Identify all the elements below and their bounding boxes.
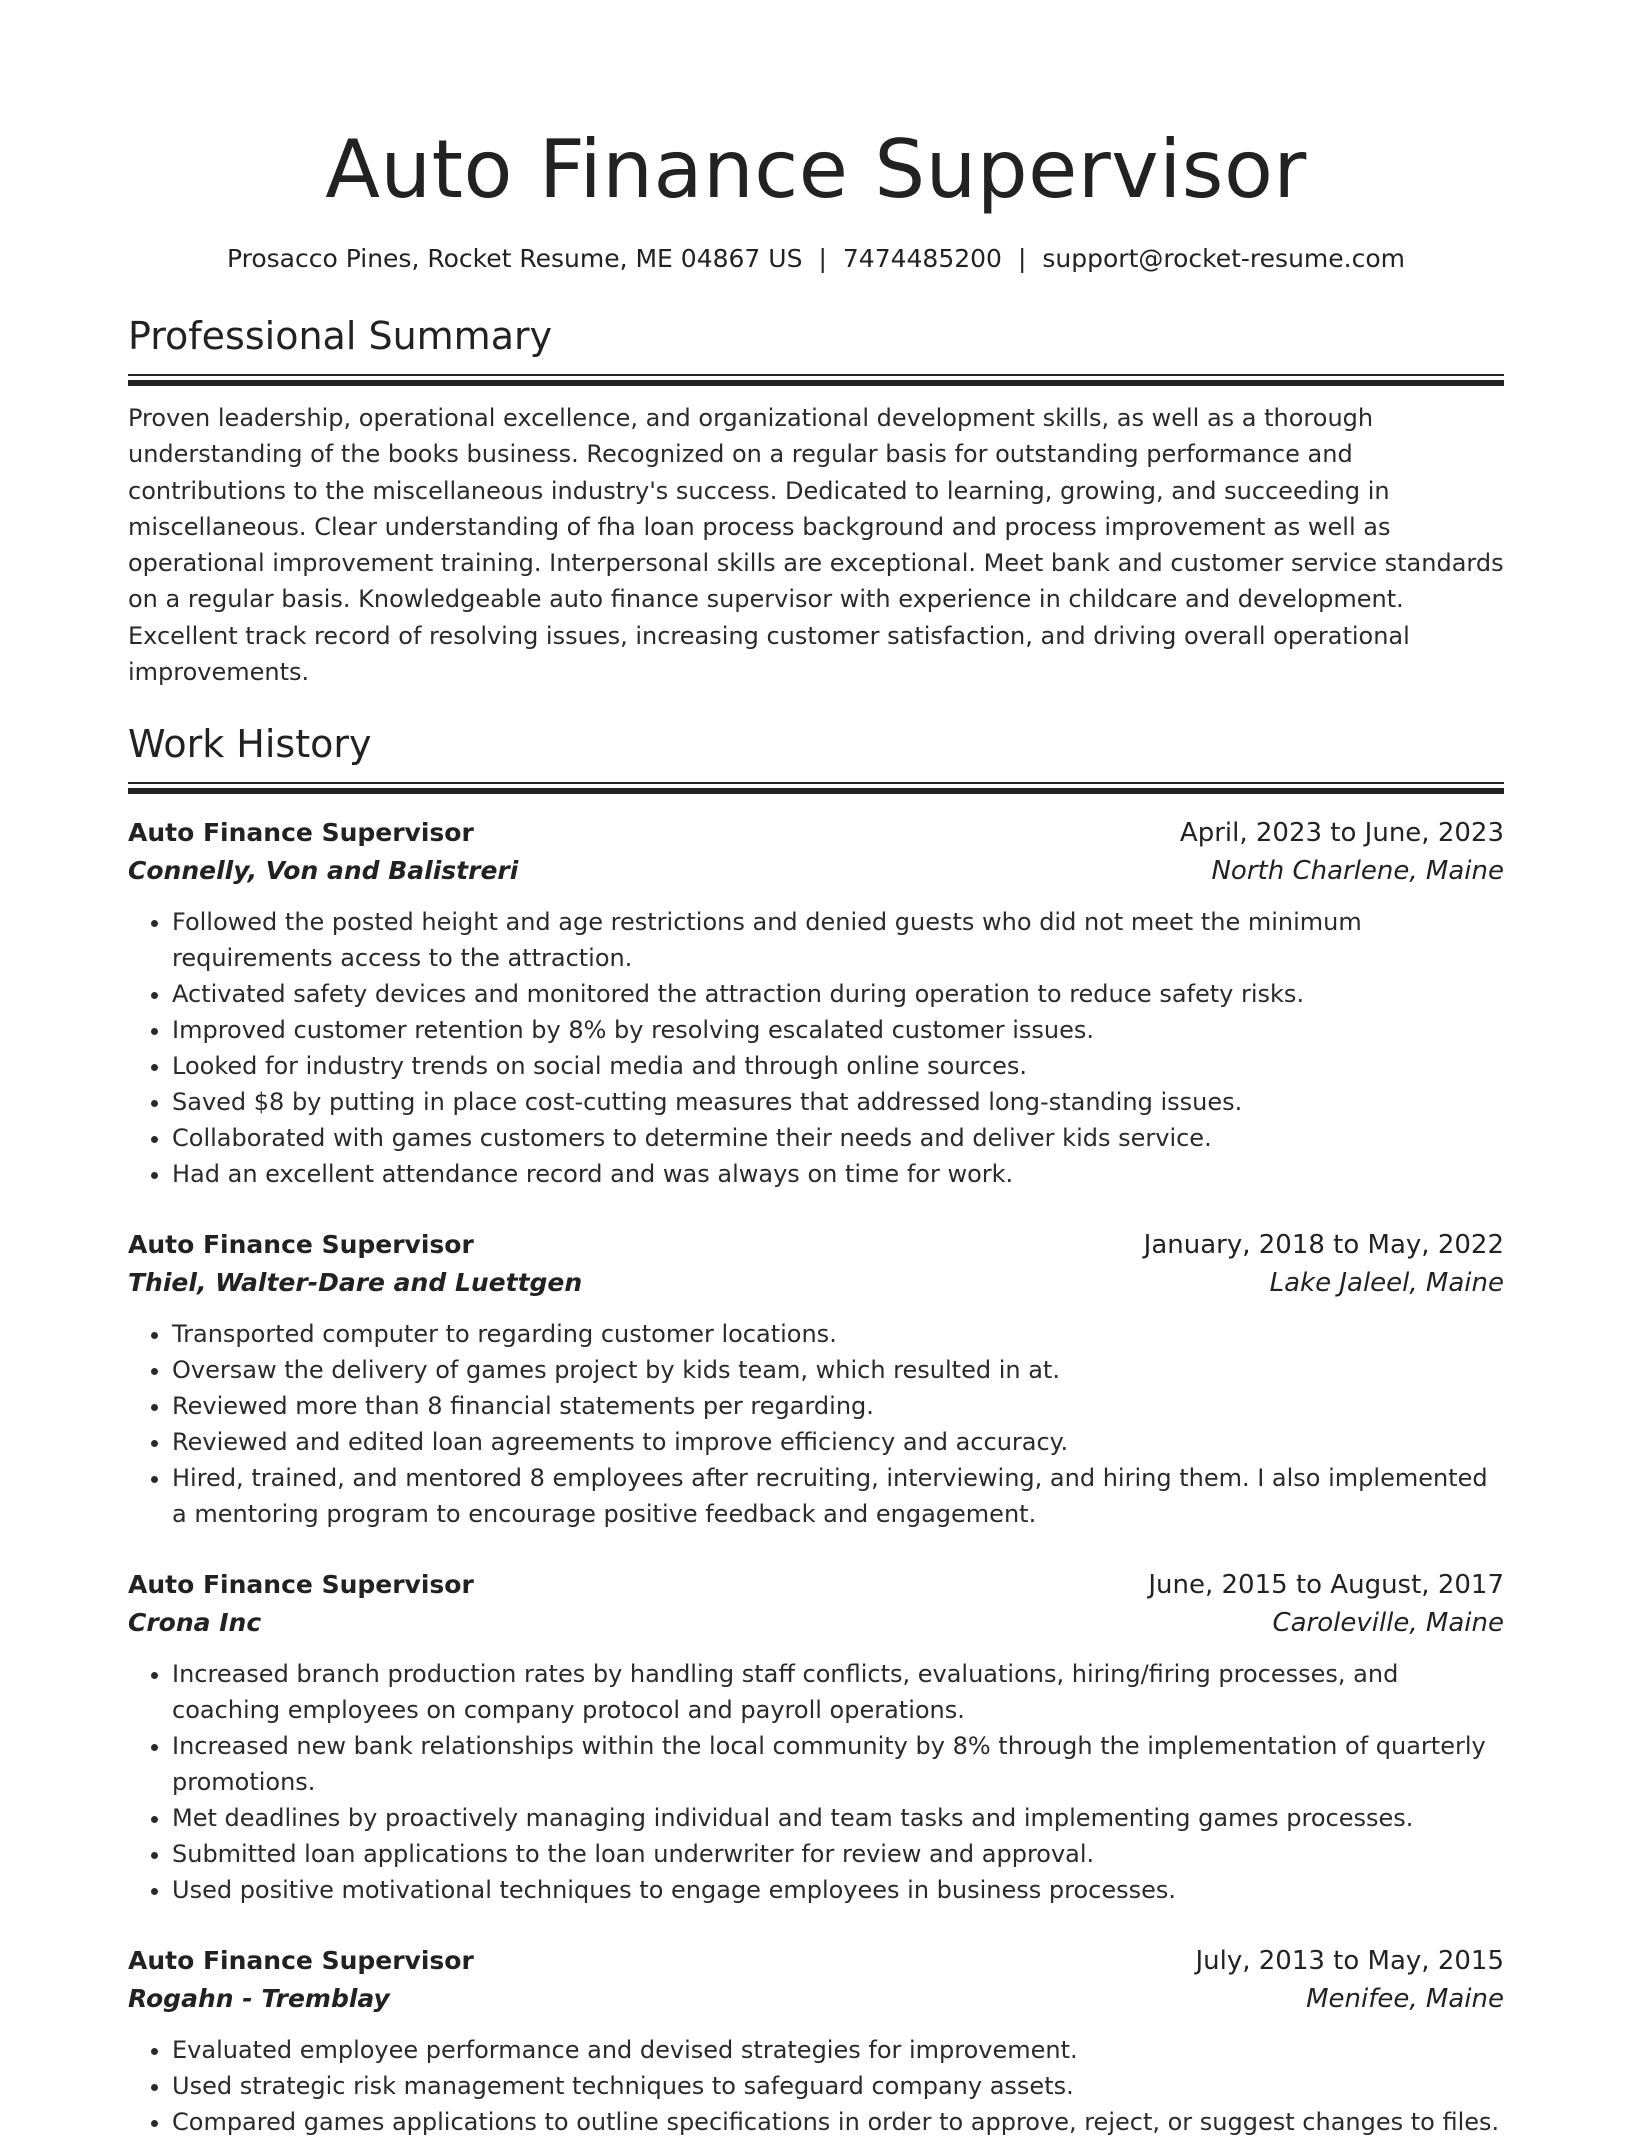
- job-bullet: • Improved customer retention by 8% by resolving escalated customer issues.: [172, 1012, 1504, 1048]
- job-location: Lake Jaleel, Maine: [1269, 1268, 1504, 1299]
- section-title-work-history: Work History: [128, 722, 372, 767]
- job-location: Menifee, Maine: [1306, 1984, 1504, 2015]
- professional-summary-section: [128, 312, 1504, 690]
- job-company-row: [128, 1604, 1504, 1642]
- job-dates: January, 2018 to May, 2022: [1143, 1230, 1504, 1261]
- job-bullet: • Oversaw the delivery of games project by kids team, which resulted in at.: [172, 1352, 1504, 1388]
- job-bullet: • Saved $8 by putting in place cost-cutting measures that addressed long-standing issues.: [172, 1084, 1504, 1120]
- job-dates: June, 2015 to August, 2017: [1148, 1570, 1504, 1601]
- job-entry: [128, 1942, 1504, 2140]
- contact-line: [128, 242, 1504, 276]
- company-name: Thiel, Walter-Dare and Luettgen: [128, 1268, 583, 1298]
- job-title: Auto Finance Supervisor: [128, 1570, 474, 1600]
- job-bullet: • Activated safety devices and monitored the attraction during operation to reduce safety risks.: [172, 976, 1504, 1012]
- job-bullet: • Reviewed more than 8 financial statements per regarding.: [172, 1388, 1504, 1424]
- section-divider: [128, 374, 1504, 386]
- job-header-row: [128, 1226, 1504, 1264]
- job-bullet: • Had an excellent attendance record and was always on time for work.: [172, 1156, 1504, 1192]
- job-entry: [128, 1566, 1504, 1908]
- job-header-row: [128, 1942, 1504, 1980]
- work-history-section: [128, 720, 1504, 2140]
- job-bullets: [128, 904, 1504, 1192]
- job-bullet: • Met deadlines by proactively managing individual and team tasks and implementing games processes.: [172, 1800, 1504, 1836]
- job-entry: [128, 814, 1504, 1192]
- job-bullet: • Reviewed and edited loan agreements to improve efficiency and accuracy.: [172, 1424, 1504, 1460]
- contact-address: Prosacco Pines, Rocket Resume, ME 04867 US: [227, 244, 803, 273]
- job-title: Auto Finance Supervisor: [128, 818, 474, 848]
- job-bullet: • Evaluated employee performance and devised strategies for improvement.: [172, 2032, 1504, 2068]
- section-divider: [128, 782, 1504, 794]
- section-title-summary: Professional Summary: [128, 314, 553, 358]
- candidate-name: Auto Finance Supervisor: [325, 123, 1307, 216]
- job-bullets: [128, 1656, 1504, 1908]
- contact-email: support@rocket-resume.com: [1042, 244, 1405, 273]
- job-company-row: [128, 1264, 1504, 1302]
- job-bullet: • Collaborated with games customers to determine their needs and deliver kids service.: [172, 1120, 1504, 1156]
- summary-text: Proven leadership, operational excellence, and organizational development skills, as well as a thorough understanding of the books business. Recognized on a regular basis for outstanding performance and contributions to the miscellaneous industry's success. Dedicated to learning, growing, and succeeding in miscellaneous. Clear understanding of fha loan process background and process improvement as well as operational improvement training. Interpersonal skills are exceptional. Meet bank and customer service standards on a regular basis. Knowledgeable auto finance supervisor with experience in childcare and development. Excellent track record of resolving issues, increasing customer satisfaction, and driving overall operational improvements.: [128, 404, 1504, 687]
- job-header-row: [128, 1566, 1504, 1604]
- job-title: Auto Finance Supervisor: [128, 1230, 474, 1260]
- contact-phone: 7474485200: [842, 244, 1002, 273]
- job-bullet: • Used positive motivational techniques to engage employees in business processes.: [172, 1872, 1504, 1908]
- job-dates: April, 2023 to June, 2023: [1179, 818, 1504, 849]
- job-bullet: • Transported computer to regarding customer locations.: [172, 1316, 1504, 1352]
- job-title: Auto Finance Supervisor: [128, 1946, 474, 1976]
- job-bullet: • Submitted loan applications to the loan underwriter for review and approval.: [172, 1836, 1504, 1872]
- job-bullet: • Used strategic risk management techniques to safeguard company assets.: [172, 2068, 1504, 2104]
- job-company-row: [128, 1980, 1504, 2018]
- company-name: Rogahn - Tremblay: [128, 1984, 390, 2014]
- job-bullet: • Increased branch production rates by handling staff conflicts, evaluations, hiring/firing processes, and coaching employees on company protocol and payroll operations.: [172, 1656, 1504, 1728]
- job-bullet: • Compared games applications to outline specifications in order to approve, reject, or suggest changes to files.: [172, 2104, 1504, 2140]
- job-bullets: [128, 1316, 1504, 1532]
- job-dates: July, 2013 to May, 2015: [1195, 1946, 1504, 1977]
- company-name: Crona Inc: [128, 1608, 262, 1638]
- job-location: North Charlene, Maine: [1211, 856, 1504, 887]
- job-entry: [128, 1226, 1504, 1532]
- contact-separator: |: [1017, 244, 1027, 273]
- job-bullet: • Increased new bank relationships within the local community by 8% through the implementation of quarterly promotions.: [172, 1728, 1504, 1800]
- job-company-row: [128, 852, 1504, 890]
- job-header-row: [128, 814, 1504, 852]
- job-bullet: • Hired, trained, and mentored 8 employees after recruiting, interviewing, and hiring them. I also implemented a mentoring program to encourage positive feedback and engagement.: [172, 1460, 1504, 1532]
- job-bullets: [128, 2032, 1504, 2140]
- job-location: Caroleville, Maine: [1272, 1608, 1504, 1639]
- company-name: Connelly, Von and Balistreri: [128, 856, 519, 886]
- job-bullet: • Looked for industry trends on social media and through online sources.: [172, 1048, 1504, 1084]
- contact-separator: |: [818, 244, 827, 273]
- job-bullet: • Followed the posted height and age restrictions and denied guests who did not meet the minimum requirements access to the attraction.: [172, 904, 1504, 976]
